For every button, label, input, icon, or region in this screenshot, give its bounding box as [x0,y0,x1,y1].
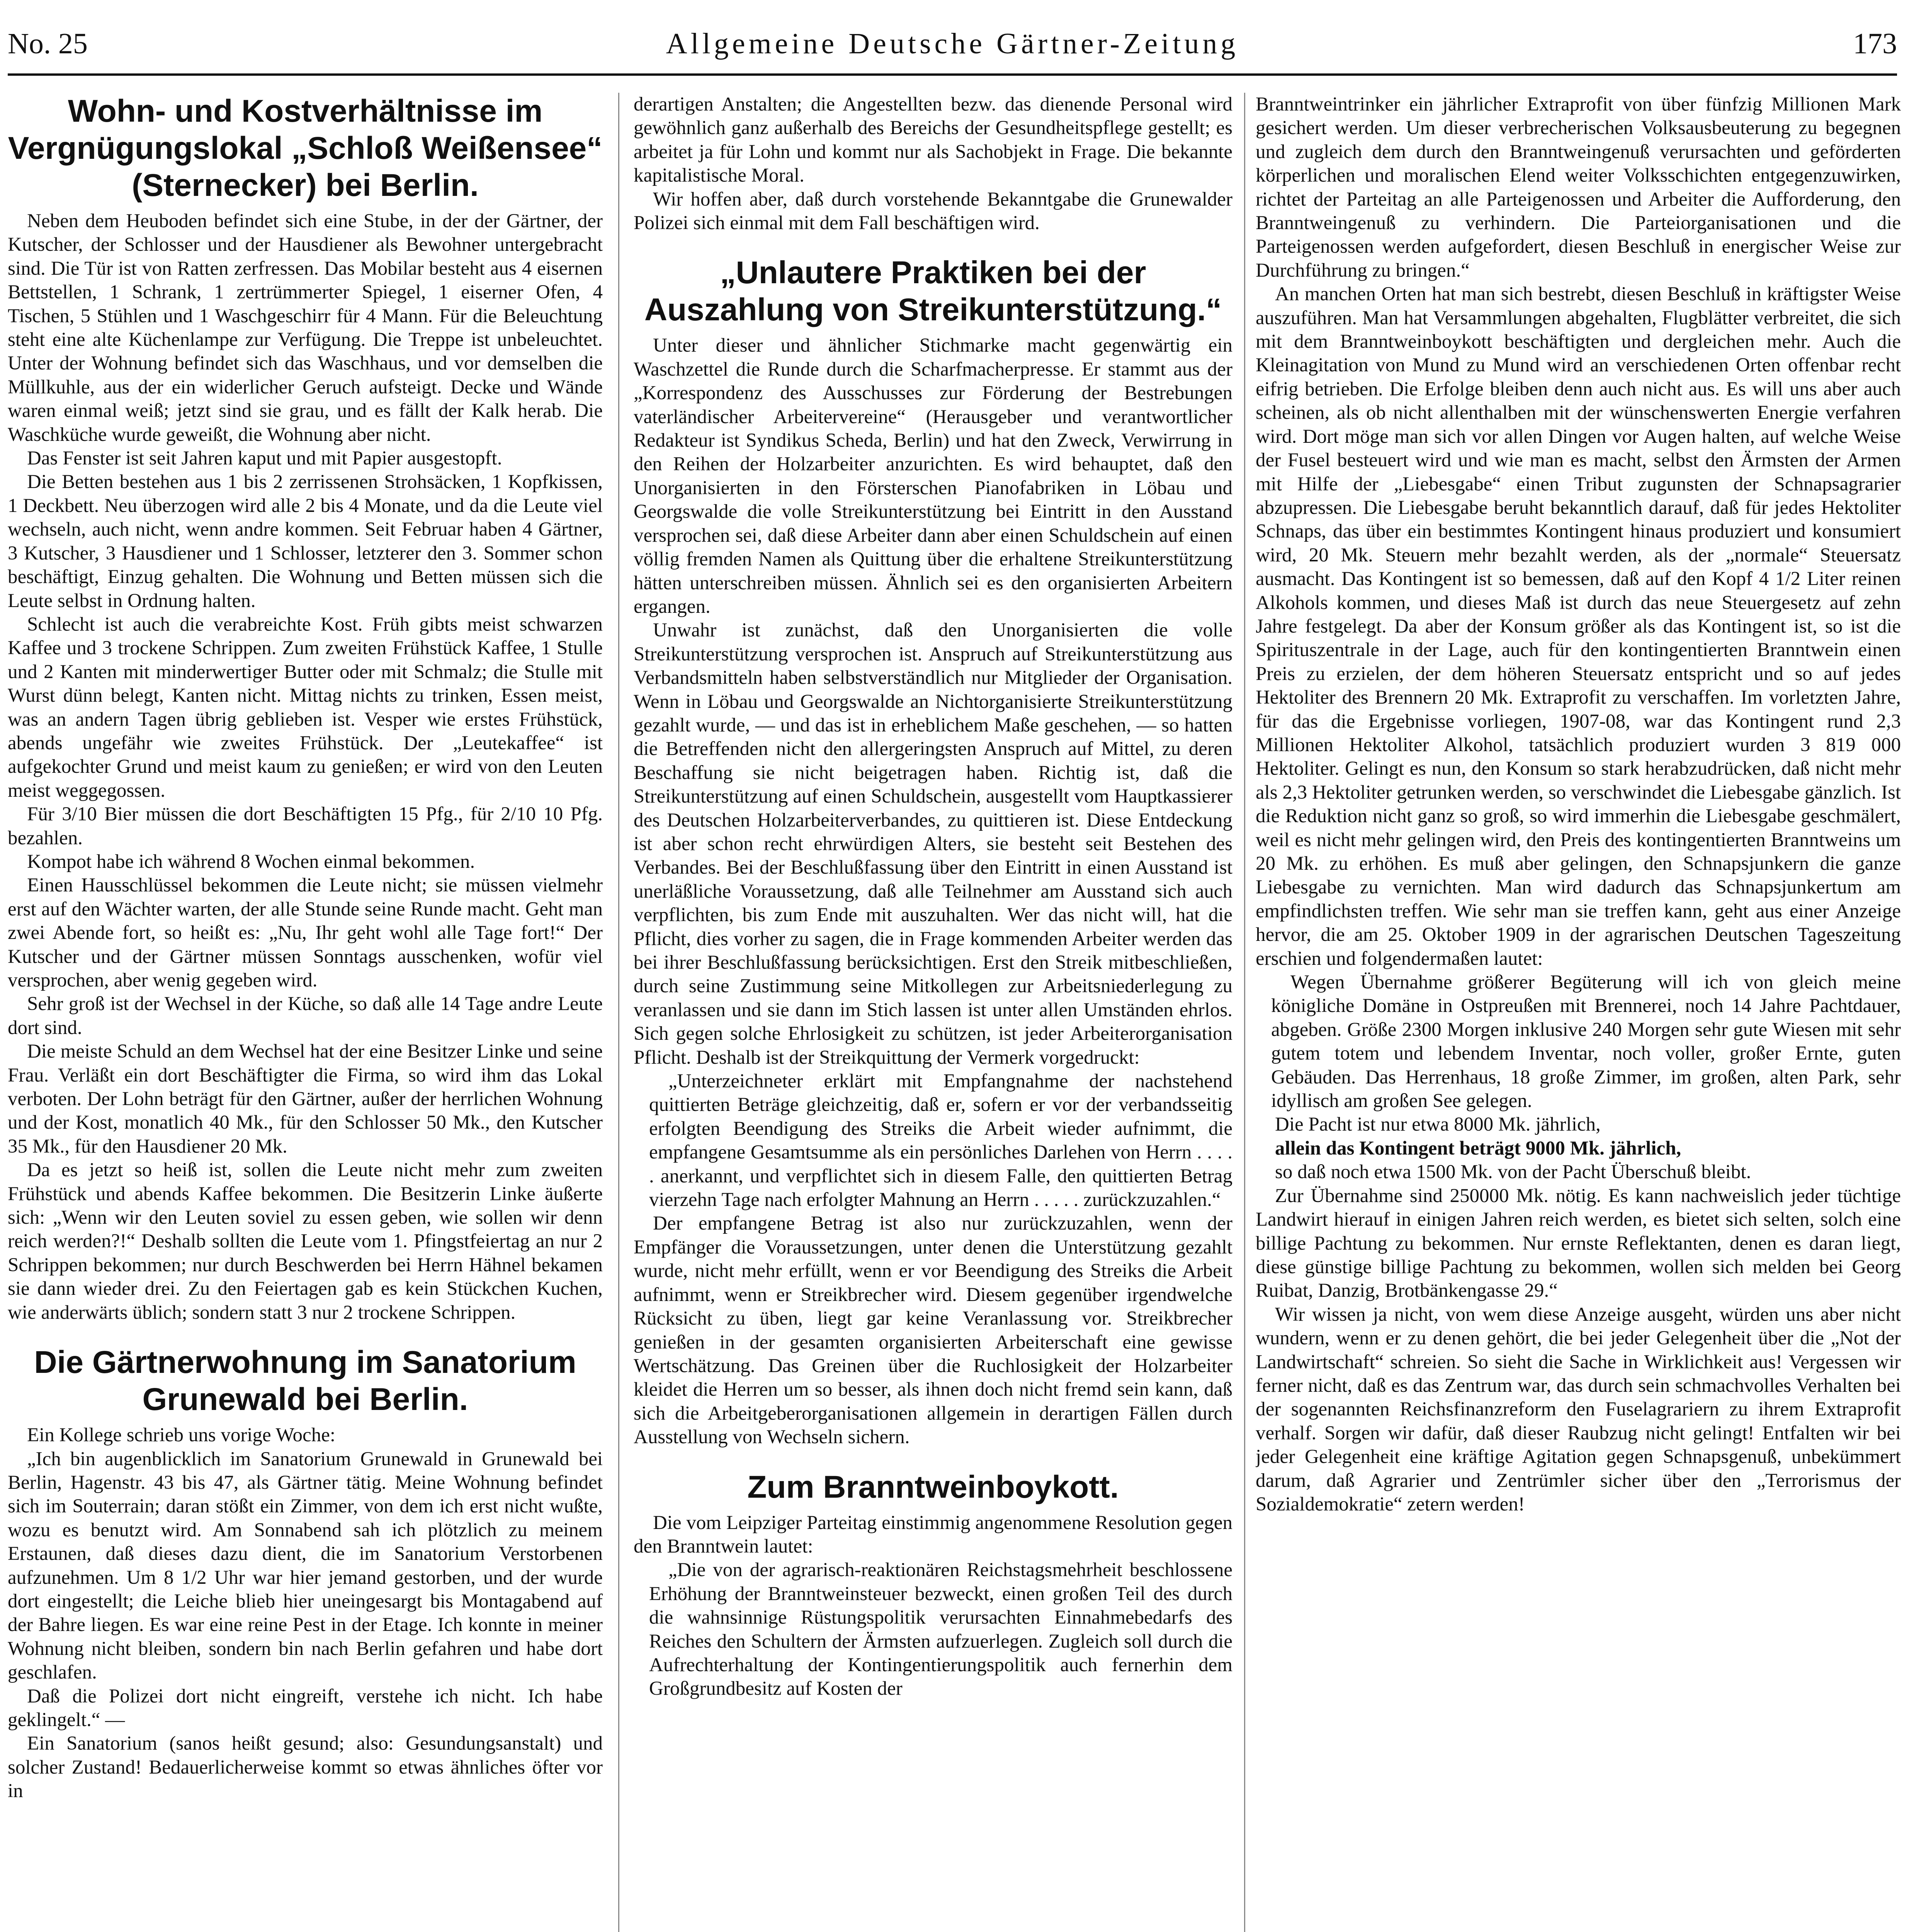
paragraph: Neben dem Heuboden befindet sich eine Stube, in der der Gärtner, der Kutscher, der Schlosser und der Hausdiener als Bewohner untergebracht sind. Die Tür ist von Ratten zerfressen. Das Mobilar besteht aus 4 eisernen Bettstellen, 1 Schrank, 1 zertrümmerter Spiegel, 1 eiserner Ofen, 4 Tischen, 5 Stühlen und 1 Waschgeschirr für 4 Mann. Für die Beleuchtung steht eine alte Küchenlampe zur Verfügung. Die Treppe ist unbeleuchtet. Unter der Wohnung befindet sich das Waschhaus, und vor demselben die Müllkuhle, aus der ein widerlicher Geruch aufsteigt. Decke und Wände waren einmal weiß; jetzt sind sie grau, und es fällt der Kalk herab. Die Waschküche wurde geweißt, die Wohnung aber nicht. [8,210,603,446]
paragraph: „Ich bin augenblicklich im Sanatorium Grunewald in Grunewald bei Berlin, Hagenstr. 43 bis 47, als Gärtner tätig. Meine Wohnung befindet sich im Souterrain; daran stößt ein Zimmer, von dem ich erst nicht wußte, wozu es benutzt wird. Am Sonnabend sah ich plötzlich zu meinem Erstaunen, daß dieses dazu dient, die im Sanatorium Verstorbenen aufzunehmen. Um 8 1/2 Uhr war hier jemand gestorben, und der wurde dort eingestellt; die Leiche blieb hier uneingesargt bis Montagabend auf der Bahre liegen. Es war eine reine Pest in der Etage. Ich konnte in meiner Wohnung nicht bleiben, sondern bin nach Berlin gefahren und habe dort geschlafen. [8,1448,603,1684]
article-title: Die Gärtnerwohnung im Sanatorium Grunewald bei Berlin. [34,1345,576,1417]
article-branntweinboykott [634,1469,1232,1701]
column-rule-2 [1244,93,1245,1932]
article-title: Wohn- und Kostverhältnisse im Vergnügungslokal „Schloß Weißensee“ (Sternecker) bei Berlin. [8,94,603,203]
article-unlautere-praktiken [634,254,1232,1449]
page-number: 173 [1853,27,1897,60]
paragraph: Sehr groß ist der Wechsel in der Küche, so daß alle 14 Tage andre Leute dort sind. [8,993,603,1039]
paragraph: Die meiste Schuld an dem Wechsel hat der eine Besitzer Linke und seine Frau. Verläßt ein dort Beschäftigter die Firma, so wird ihm das Lokal verboten. Der Lohn beträgt für den Gärtner, außer der herrlichen Wohnung und der Kost, monatlich 40 Mk., für den Schlosser 50 Mk., den Kutscher 35 Mk., für den Hausdiener 20 Mk. [8,1041,603,1157]
paragraph: Die Betten bestehen aus 1 bis 2 zerrissenen Strohsäcken, 1 Kopfkissen, 1 Deckbett. Neu überzogen wird alle 2 bis 4 Monate, und da die Leute viel wechseln, auch nicht, wenn andre kommen. Seit Februar haben 4 Gärtner, 3 Kutscher, 3 Hausdiener und 1 Schlosser, letzterer den 3. Sommer schon beschäftigt, Einzug gehalten. Die Wohnung und Betten müssen sich die Leute selbst in Ordnung halten. [8,471,603,612]
paragraph: Für 3/10 Bier müssen die dort Beschäftigten 15 Pfg., für 2/10 10 Pfg. bezahlen. [8,803,603,849]
paragraph: Die vom Leipziger Parteitag einstimmig angenommene Resolution gegen den Branntwein lautet: [634,1512,1232,1557]
article-title: Zum Branntweinboykott. [747,1469,1119,1505]
advertisement-quote: Wegen Übernahme größerer Begüterung will ich von gleich meine königliche Domäne in Ostpreußen mit Brennerei, noch 14 Jahre Pachtdauer, abgeben. Größe 2300 Morgen inklusive 240 Morgen sehr gute Wiesen mit sehr gutem totem und lebendem Inventar, noch voller, großer Ernte, guten Gebäuden. Das Herrenhaus, 18 große Zimmer, im großen, alten Park, sehr idyllisch am großen See gelegen. [1271,971,1901,1112]
paragraph: Unter dieser und ähnlicher Stichmarke macht gegenwärtig ein Waschzettel die Runde durch die Scharfmacherpresse. Er stammt aus der „Korrespondenz des Ausschusses zur Förderung der Bestrebungen vaterländischer Arbeitervereine“ (Herausgeber und verantwortlicher Redakteur ist Syndikus Scheda, Berlin) und hat den Zweck, Verwirrung in den Reihen der Holzarbeiter anzurichten. Es wird behauptet, daß den Unorganisierten in den Försterschen Pianofabriken in Löbau und Georgswalde die volle Streikunterstützung bei Eintritt in den Ausstand versprochen sei, daß diese Arbeiter dann aber einen Schuldschein auf einen völlig fremden Namen als Quittung über die erhaltene Streikunterstützung hätten unterschreiben müssen. Ähnlich sei es den organisierten Arbeitern ergangen. [634,335,1232,617]
quote-block: „Unterzeichneter erklärt mit Empfangnahme der nachstehend quittierten Beträge gleichzeitig, daß er, sofern er vor der verbandsseitig erfolgten Beendigung des Streiks die Arbeit wieder aufnimmt, die empfangene Gesamtsumme als ein persönliches Darlehen von Herrn . . . . . anerkannt, und verpflichtet sich in diesem Falle, den quittierten Betrag vierzehn Tage nach erfolgter Mahnung an Herrn . . . . . zurückzuzahlen.“ [649,1070,1232,1211]
paragraph: Ein Kollege schrieb uns vorige Woche: [27,1424,335,1446]
quote-block: „Die von der agrarisch-reaktionären Reichstagsmehrheit beschlossene Erhöhung der Branntweinsteuer bezweckt, einen großen Teil des durch die wahnsinnige Rüstungspolitik verursachten Einnahmebedarfs des Reiches den Schultern der Ärmsten aufzuerlegen. Zugleich soll durch die Aufrechterhaltung der Kontingentierungspolitik auch fernerhin dem Großgrundbesitz auf Kosten der [649,1559,1232,1700]
paragraph: so daß noch etwa 1500 Mk. von der Pacht Überschuß bleibt. [1275,1161,1751,1183]
paragraph: Ein Sanatorium (sanos heißt gesund; also: Gesundungsanstalt) und solcher Zustand! Bedauerlicherweise kommt so etwas ähnliches öfter vor in [8,1733,603,1802]
paragraph: Daß die Polizei dort nicht eingreift, verstehe ich nicht. Ich habe geklingelt.“ — [8,1685,603,1731]
paragraph: Einen Hausschlüssel bekommen die Leute nicht; sie müssen vielmehr erst auf den Wächter warten, der alle Stunde seine Runde macht. Geht man zwei Abende fort, so heißt es: „Nu, Ihr geht wohl alle Tage fort!“ Der Kutscher und der Gärtner müssen Sonntags ausschenken, wofür viel versprochen, aber wenig gegeben wird. [8,874,603,991]
page-header [8,23,1897,76]
paragraph: Wir wissen ja nicht, von wem diese Anzeige ausgeht, würden uns aber nicht wundern, wenn er zu denen gehört, die bei jeder Gelegenheit über die „Not der Landwirtschaft“ schreien. So sieht die Sache in Wirklichkeit aus! Vergessen wir ferner nicht, daß es das Zentrum war, das durch sein schmachvolles Verhalten bei der sogenannten Reichsfinanzreform den Fuselagrariern zu ihrem Extraprofit verhalf. Sorgen wir dafür, daß dieser Raubzug nicht gelingt! Entfalten wir bei jeder Gelegenheit eine kräftige Agitation gegen Schnapsgenuß, unbekümmert darum, daß Agrarier und Zentrümler sicher über den „Terrorismus der Sozialdemokratie“ zetern werden! [1256,1303,1901,1515]
bold-paragraph: allein das Kontingent beträgt 9000 Mk. jährlich, [1275,1137,1681,1159]
paragraph: Da es jetzt so heiß ist, sollen die Leute nicht mehr zum zweiten Frühstück und abends Kaffee bekommen. Die Besitzerin Linke äußerte sich: „Wenn wir den Leuten soviel zu essen geben, wie sollen wir denn reich werden?!“ Deshalb sollten die Leute vom 1. Pfingstfeiertag an nur 2 Schrippen bekommen; nur durch Beschwerden bei Herrn Hähnel bekamen sie dann wieder drei. Zu den Feiertagen gab es kein Stückchen Kuchen, wie anderwärts üblich; sondern statt 3 nur 2 trockene Schrippen. [8,1159,603,1323]
article-title: „Unlautere Praktiken bei der Auszahlung von Streikunterstützung.“ [644,255,1222,328]
article-wohn-kost [8,93,603,1325]
paragraph: Zur Übernahme sind 250000 Mk. nötig. Es kann nachweislich jeder tüchtige Landwirt hierauf in einigen Jahren reich werden, es bietet sich selten, solch eine billige Pachtung zu bekommen. Nur ernste Reflektanten, denen es daran liegt, diese günstige billige Pachtung zu bekommen, wollen sich melden bei Georg Ruibat, Danzig, Brotbänkengasse 29.“ [1256,1185,1901,1302]
column-rule-1 [618,93,619,1932]
paragraph: Kompot habe ich während 8 Wochen einmal bekommen. [27,850,475,872]
issue-number: No. 25 [8,27,88,60]
paragraph: Schlecht ist auch die verabreichte Kost. Früh gibts meist schwarzen Kaffee und 3 trockene Schrippen. Zum zweiten Frühstück Kaffee, 1 Stulle und 2 Kanten mit minderwertiger Butter oder mit Schmalz; die Stulle mit Wurst dünn belegt, Kanten nicht. Mittag nichts zu trinken, Essen meist, was an andern Tagen übrig geblieben ist. Vesper wie erstes Frühstück, abends ungefähr wie zweites Frühstück. Der „Leutekaffee“ ist aufgekochter Grund und meist kaum zu genießen; er wird von den Leuten meist weggegossen. [8,613,603,801]
column-3 [1256,93,1901,1932]
article-continuation [634,93,1232,235]
column-1 [8,93,603,1932]
newspaper-title: Allgemeine Deutsche Gärtner-Zeitung [666,27,1239,60]
article-gaertnerwohnung [8,1344,603,1803]
paragraph: Die Pacht ist nur etwa 8000 Mk. jährlich, [1275,1114,1601,1136]
paragraph: derartigen Anstalten; die Angestellten bezw. das dienende Personal wird gewöhnlich ganz außerhalb des Bereichs der Gesundheitspflege gestellt; es arbeitet ja für Lohn und kommt nur als Sachobjekt in Frage. Die bekannte kapitalistische Moral. [634,94,1232,187]
paragraph: Der empfangene Betrag ist also nur zurückzuzahlen, wenn der Empfänger die Voraussetzungen, unter denen die Unterstützung gezahlt wurde, nicht mehr erfüllt, wenn er vor Beendigung des Streiks die Arbeit aufnimmt, wenn er Streikbrecher wird. Diesem gegenüber irgendwelche Rücksicht zu üben, liegt gar keine Veranlassung vor. Streikbrecher genießen in der gesamten organisierten Arbeiterschaft eine gewisse Wertschätzung. Das Greinen über die Ruchlosigkeit der Holzarbeiter kleidet die Herren um so besser, als ihnen doch nicht fremd sein kann, daß sich die Arbeitgeberorganisationen allgemein in derartigen Fällen durch Ausstellung von Wechseln sichern. [634,1213,1232,1448]
paragraph: An manchen Orten hat man sich bestrebt, diesen Beschluß in kräftigster Weise auszuführen. Man hat Versammlungen abgehalten, Flugblätter verbreitet, die sich mit dem Branntweinboykott beschäftigten und dergleichen mehr. Auch die Kleinagitation von Mund zu Mund wird an verschiedenen Orten offenbar recht eifrig betrieben. Die Erfolge bleiben denn auch nicht aus. Es will uns aber auch scheinen, als ob nicht allenthalben mit der wünschenswerten Energie verfahren wird. Dort möge man sich vor allen Dingen vor Augen halten, auf welche Weise der Fusel besteuert wird und wie man es macht, selbst den Ärmsten der Armen mit Hilfe der „Liebesgabe“ einen Tribut zugunsten der Schnapsagrarier abzupressen. Die Liebesgabe beruht bekanntlich darauf, daß für jedes Hektoliter Schnaps, das über ein bestimmtes Kontingent hinaus produziert und konsumiert wird, 20 Mk. Steuern mehr bezahlt werden, als der „normale“ Steuersatz ausmacht. Das Kontingent ist so bemessen, daß auf den Kopf 4 1/2 Liter reinen Alkohols kommen, und dieses Maß ist durch das neue Steuergesetz auf zehn Jahre festgelegt. Da aber der Konsum größer als das Kontingent ist, so ist die Spirituszentrale in der Lage, auch für den kontingentierten Branntwein einen Preis zu erzielen, der dem höheren Steuersatz entspricht und so auf jedes Hektoliter des Brennern 20 Mk. Extraprofit zu verschaffen. Im vorletzten Jahre, für das die Ergebnisse vorliegen, 1907-08, war das Kontingent rund 2,3 Millionen Hektoliter Alkohol, tatsächlich produziert wurden 3 819 000 Hektoliter. Gelingt es nun, den Konsum so stark herabzudrücken, daß nicht mehr als 2,3 Hektoliter getrunken werden, so verschwindet die Liebesgabe gänzlich. Ist die Reduktion nicht ganz so groß, so wird immerhin die Liebesgabe geschmälert, weil es nicht mehr gelingen wird, den Preis des kontingentierten Branntweins um 20 Mk. zu erhöhen. Es muß aber gelingen, den Schnapsjunkern die ganze Liebesgabe zu vernichten. Man wird dadurch das Schnapsjunkertum am empfindlichsten treffen. Wie sehr man sie treffen kann, geht aus einer Anzeige hervor, die am 25. Oktober 1909 in der agrarischen Deutschen Tageszeitung erschien und folgendermaßen lautet: [1256,283,1901,969]
paragraph: Wir hoffen aber, daß durch vorstehende Bekanntgabe die Grunewalder Polizei sich einmal mit dem Fall beschäftigen wird. [634,188,1232,234]
paragraph: Branntweintrinker ein jährlicher Extraprofit von über fünfzig Millionen Mark gesichert werden. Um dieser verbrecherischen Volksausbeuterung zu begegnen und zugleich dem durch den Branntweingenuß verursachten und geförderten körperlichen und moralischen Elend weiter Volksschichten entgegenzuwirken, richtet der Parteitag an alle Parteigenossen und Arbeiter die Aufforderung, den Branntweingenuß zu verhindern. Die Parteiorganisationen und die Parteigenossen werden aufgefordert, diesen Beschluß in energischer Weise zur Durchführung zu bringen.“ [1256,94,1901,281]
paragraph: Unwahr ist zunächst, daß den Unorganisierten die volle Streikunterstützung versprochen ist. Anspruch auf Streikunterstützung aus Verbandsmitteln haben selbstverständlich nur Mitglieder der Organisation. Wenn in Löbau und Georgswalde an Nichtorganisierte Streikunterstützung gezahlt wurde, — und das ist in erheblichem Maße geschehen, — so hatten die Betreffenden nicht den allergeringsten Anspruch auf Mittel, zu deren Beschaffung sie nicht beigetragen haben. Richtig ist, daß die Streikunterstützung auf einen Schuldschein, ausgestellt vom Hauptkassierer des Deutschen Holzarbeiterverbandes, zu quittieren ist. Diese Entdeckung ist aber schon recht ehrwürdigen Alters, sie besteht seit Bestehen des Verbandes. Bei der Beschlußfassung über den Eintritt in einen Ausstand ist unerläßliche Voraussetzung, daß alle Teilnehmer am Ausstand sich auch verpflichten, bis zum Ende mit auszuhalten. Wer das nicht will, hat die Pflicht, dies vorher zu sagen, die in Frage kommenden Arbeiter werden das bei ihrer Beschlußfassung berücksichtigen. Erst den Streik mitbeschließen, durch seine Zustimmung seine Mitkollegen zur Arbeitsniederlegung zu veranlassen und sie dann im Stich lassen ist unter allen Umständen ehrlos. Sich gegen solche Ehrlosigkeit zu schützen, ist jeder Arbeiterorganisation Pflicht. Deshalb ist der Streikquittung der Vermerk vorgedruckt: [634,619,1232,1068]
column-2 [634,93,1232,1932]
paragraph: Das Fenster ist seit Jahren kaput und mit Papier ausgestopft. [27,447,502,469]
